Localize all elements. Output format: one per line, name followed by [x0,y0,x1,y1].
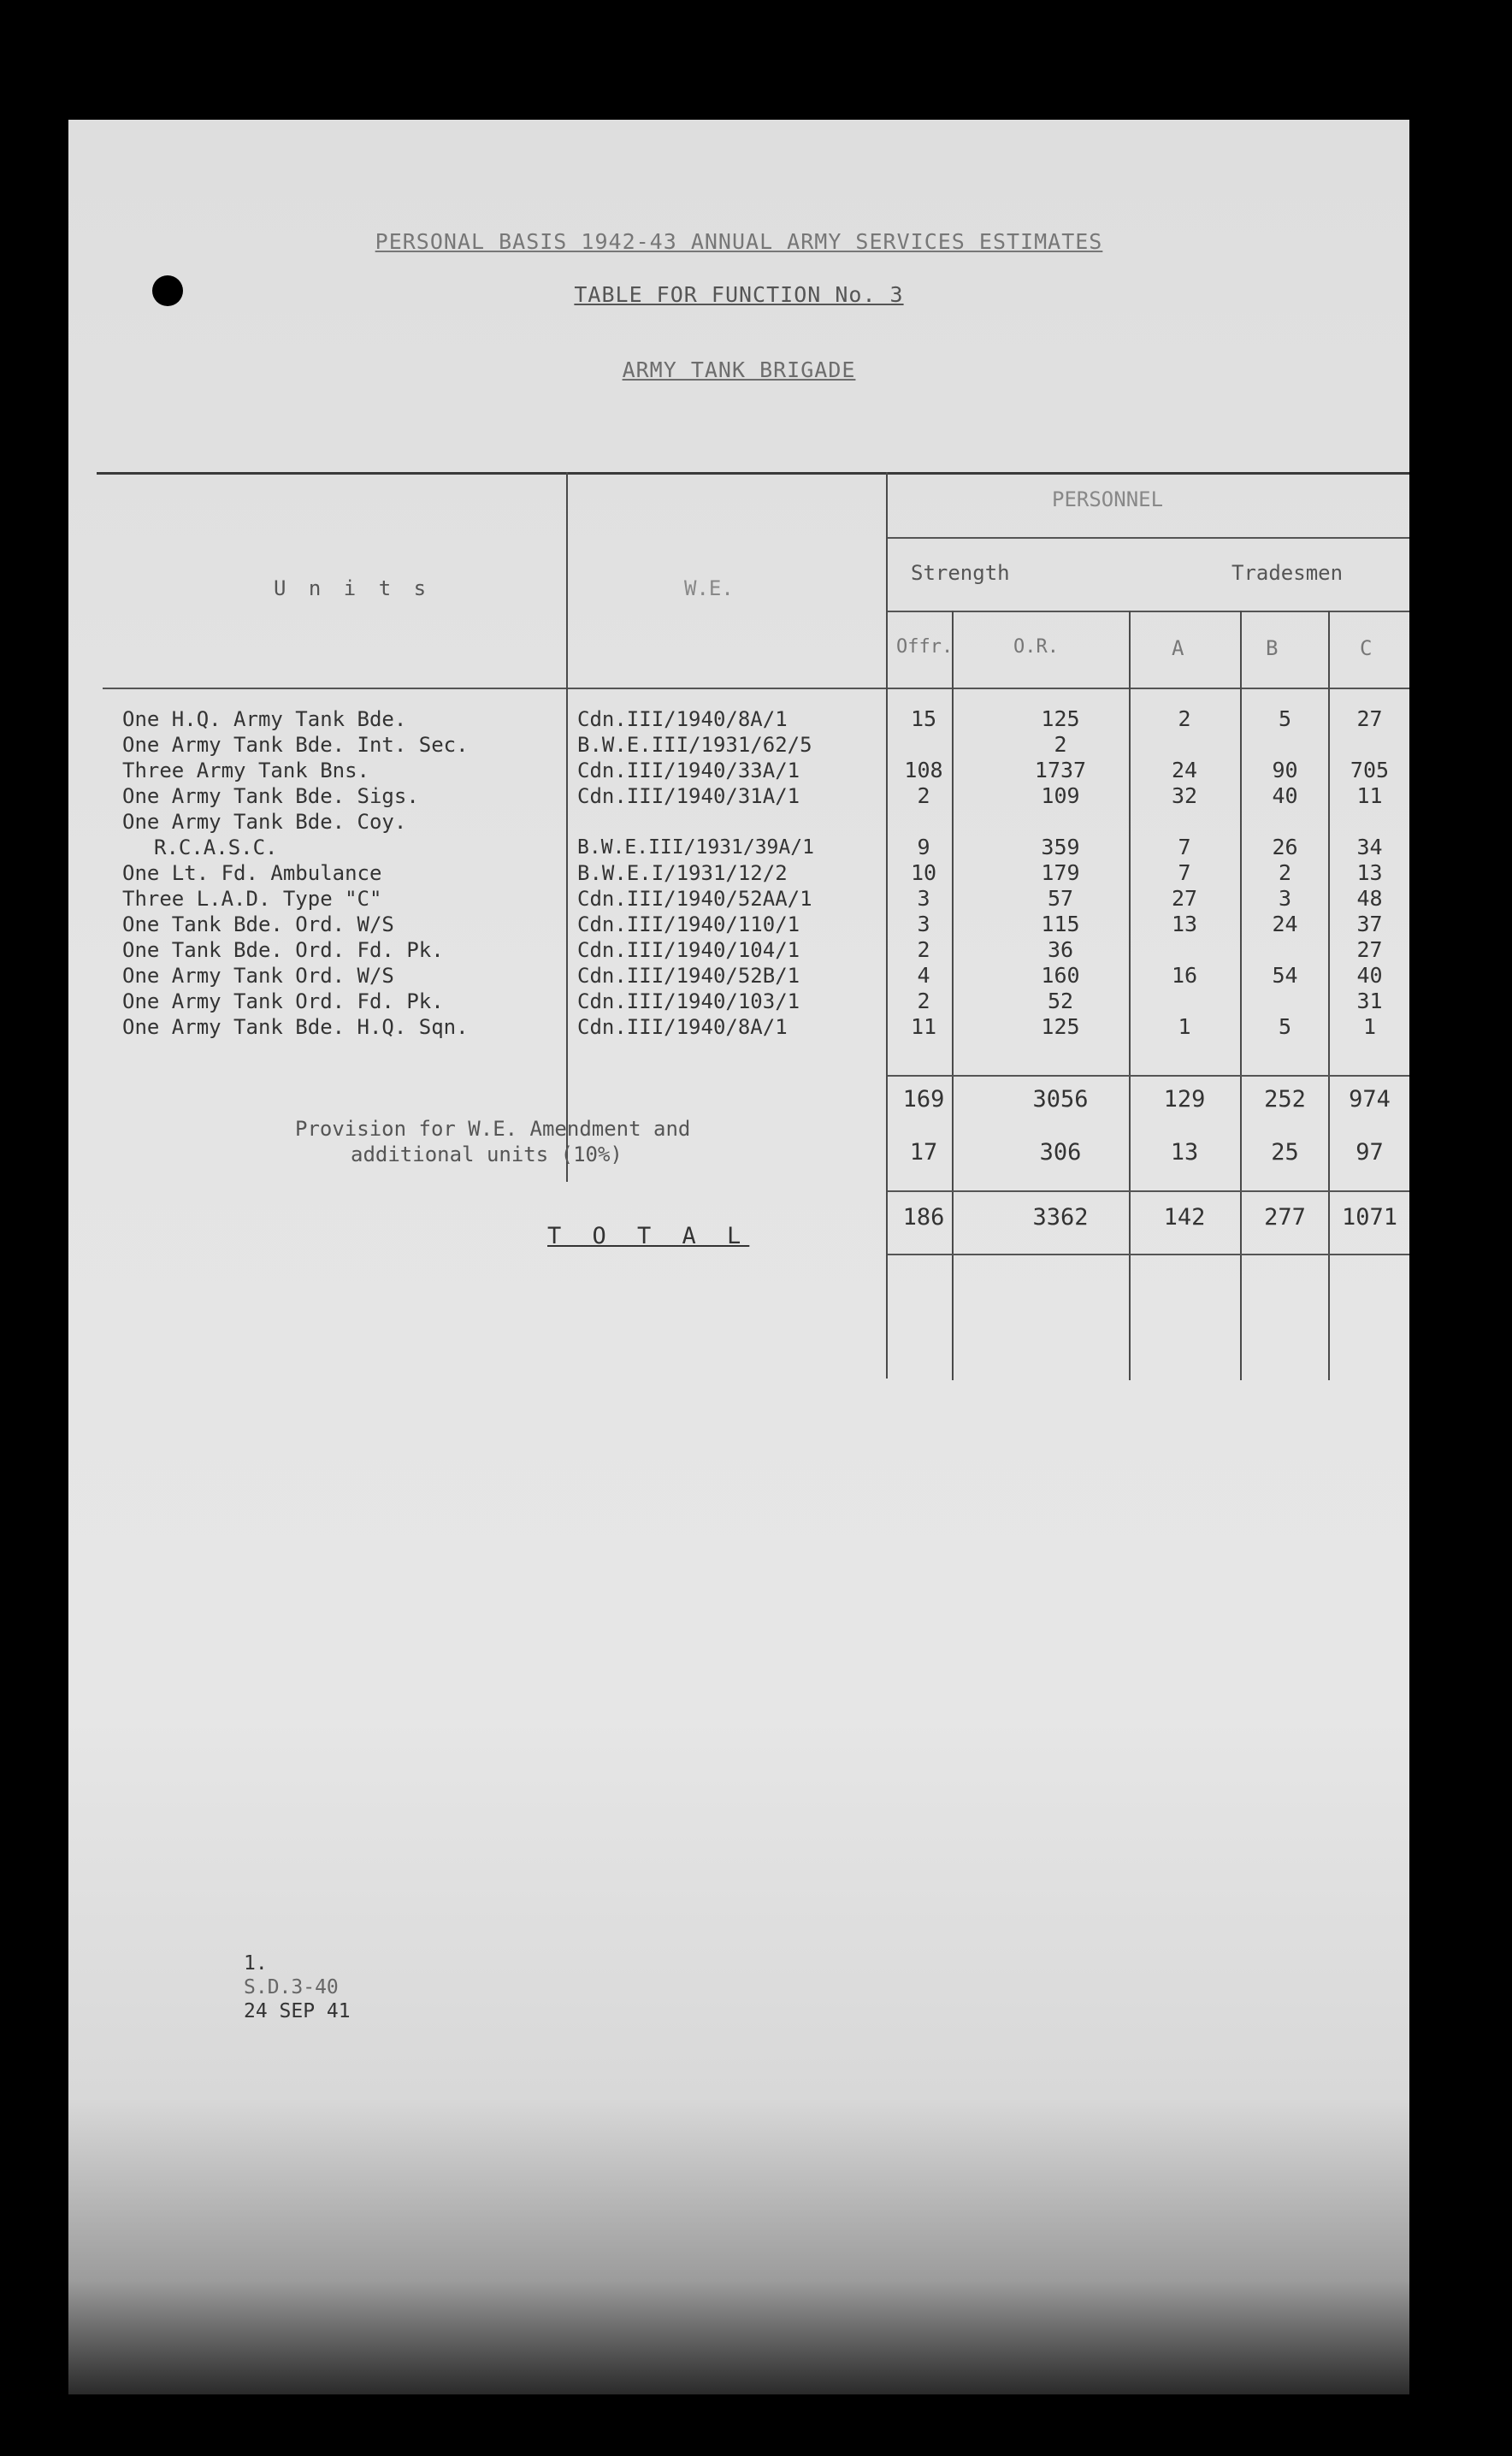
cell-a: 32 [1171,783,1198,808]
unit-name: One Army Tank Bde. Coy. [122,810,407,834]
cell-or: 109 [1041,783,1080,808]
cell-c: 1 [1362,1014,1377,1039]
cell-a: 16 [1171,963,1198,988]
cell-c: 31 [1356,989,1383,1013]
we-reference: B.W.E.III/1931/39A/1 [577,836,814,859]
unit-name: One Army Tank Bde. Int. Sec. [122,733,469,757]
cell-a: 7 [1178,860,1191,885]
cell-c: 705 [1350,758,1390,782]
unit-name: One Army Tank Bde. H.Q. Sqn. [122,1015,469,1039]
cell-or: 52 [1047,989,1074,1013]
cell-b: 90 [1272,758,1298,782]
document-page [68,120,1409,2394]
provision-or: 306 [1039,1139,1082,1166]
header-a: A [1172,636,1184,660]
unit-name: One Army Tank Ord. W/S [122,964,394,988]
cell-b: 2 [1278,860,1292,885]
cell-offrs: 108 [904,758,943,782]
cell-or: 115 [1041,912,1080,936]
cell-offrs: 3 [917,912,930,936]
header-tradesmen: Tradesmen [1231,561,1344,585]
total-bottom-rule [888,1254,1409,1255]
we-reference: Cdn.III/1940/104/1 [577,938,800,962]
cell-c: 11 [1356,783,1383,808]
unit-name: One Tank Bde. Ord. W/S [122,912,394,936]
unit-name: Three Army Tank Bns. [122,759,369,782]
col-divider-personnel [886,472,888,1379]
unit-name: Three L.A.D. Type "C" [122,887,382,911]
unit-name: One Army Tank Ord. Fd. Pk. [122,989,444,1013]
cell-a: 2 [1178,706,1191,731]
header-b: B [1266,636,1279,660]
cell-or: 160 [1041,963,1080,988]
we-reference: Cdn.III/1940/8A/1 [577,707,788,731]
cell-c: 27 [1356,706,1383,731]
cell-offrs: 15 [910,706,937,731]
unit-name: R.C.A.S.C. [154,835,278,859]
provision-a: 13 [1170,1139,1199,1166]
cell-a: 7 [1178,835,1191,859]
we-reference: Cdn.III/1940/103/1 [577,989,800,1013]
cell-a: 13 [1171,912,1198,936]
col-divider-we [566,472,568,1182]
cell-b: 3 [1278,886,1292,911]
total-a: 142 [1163,1204,1206,1231]
cell-c: 27 [1356,937,1383,962]
col-divider-b [1240,611,1242,1380]
we-reference: Cdn.III/1940/8A/1 [577,1015,788,1039]
subtotal-b: 252 [1264,1086,1306,1113]
cell-or: 179 [1041,860,1080,885]
total-top-rule [888,1190,1409,1192]
cell-a: 24 [1171,758,1198,782]
header-bottom-rule [103,688,1409,689]
header-or: O.R. [1013,636,1059,658]
unit-name: One H.Q. Army Tank Bde. [122,707,407,731]
total-label: T O T A L [547,1223,750,1249]
cell-a: 1 [1178,1014,1191,1039]
cell-c: 34 [1356,835,1383,859]
we-reference: Cdn.III/1940/31A/1 [577,784,800,808]
cell-b: 24 [1272,912,1298,936]
subtotal-c: 974 [1349,1086,1391,1113]
cell-c: 13 [1356,860,1383,885]
provision-b: 25 [1271,1139,1299,1166]
col-divider-a [1129,611,1131,1380]
total-c: 1071 [1341,1204,1398,1231]
cell-c: 48 [1356,886,1383,911]
header-c: C [1360,636,1373,660]
cell-a: 27 [1171,886,1198,911]
subtotal-a: 129 [1163,1086,1206,1113]
cell-or: 36 [1047,937,1074,962]
total-offrs: 186 [902,1204,945,1231]
cell-offrs: 9 [917,835,930,859]
cell-offrs: 4 [917,963,930,988]
cell-or: 1737 [1034,758,1087,782]
cell-offrs: 2 [917,937,930,962]
total-or: 3362 [1032,1204,1089,1231]
cell-or: 125 [1041,706,1080,731]
header-units: U n i t s [274,576,432,600]
cell-b: 40 [1272,783,1298,808]
cell-offrs: 2 [917,989,930,1013]
we-reference: B.W.E.I/1931/12/2 [577,861,788,885]
cell-offrs: 11 [910,1014,937,1039]
total-b: 277 [1264,1204,1306,1231]
cell-offrs: 10 [910,860,937,885]
unit-name: One Tank Bde. Ord. Fd. Pk. [122,938,444,962]
cell-b: 26 [1272,835,1298,859]
cell-offrs: 2 [917,783,930,808]
cell-or: 2 [1054,732,1067,757]
we-reference: Cdn.III/1940/33A/1 [577,759,800,782]
we-reference: Cdn.III/1940/52B/1 [577,964,800,988]
unit-name: One Army Tank Bde. Sigs. [122,784,419,808]
heading-brigade: ARMY TANK BRIGADE [622,357,856,382]
footer-date: 24 SEP 41 [244,2000,351,2022]
we-reference: B.W.E.III/1931/62/5 [577,733,812,757]
cell-or: 57 [1047,886,1074,911]
we-reference: Cdn.III/1940/110/1 [577,912,800,936]
provision-c: 97 [1355,1139,1384,1166]
header-personnel: PERSONNEL [1052,487,1164,511]
we-reference: Cdn.III/1940/52AA/1 [577,887,812,911]
subtotal-or: 3056 [1032,1086,1089,1113]
unit-name: One Lt. Fd. Ambulance [122,861,382,885]
provision-label-2: additional units (10%) [351,1142,623,1166]
footer-reference: S.D.3-40 [244,1976,339,1998]
cell-or: 125 [1041,1014,1080,1039]
cell-or: 359 [1041,835,1080,859]
cell-b: 5 [1278,706,1292,731]
subheader-rule [888,611,1409,612]
subtotal-rule [888,1075,1409,1077]
personnel-rule [888,537,1409,539]
provision-offrs: 17 [909,1139,938,1166]
header-strength: Strength [911,561,1010,585]
header-offrs: Offr. [896,636,954,658]
table-top-rule [97,472,1409,475]
provision-label: Provision for W.E. Amendment and [295,1117,691,1141]
header-we: W.E. [684,576,734,600]
cell-c: 37 [1356,912,1383,936]
footer-number: 1. [244,1952,268,1975]
heading-estimates: PERSONAL BASIS 1942-43 ANNUAL ARMY SERVICES ESTIMATES [375,229,1103,254]
cell-b: 54 [1272,963,1298,988]
heading-function: TABLE FOR FUNCTION No. 3 [574,282,904,307]
cell-offrs: 3 [917,886,930,911]
cell-c: 40 [1356,963,1383,988]
cell-b: 5 [1278,1014,1292,1039]
subtotal-offrs: 169 [902,1086,945,1113]
